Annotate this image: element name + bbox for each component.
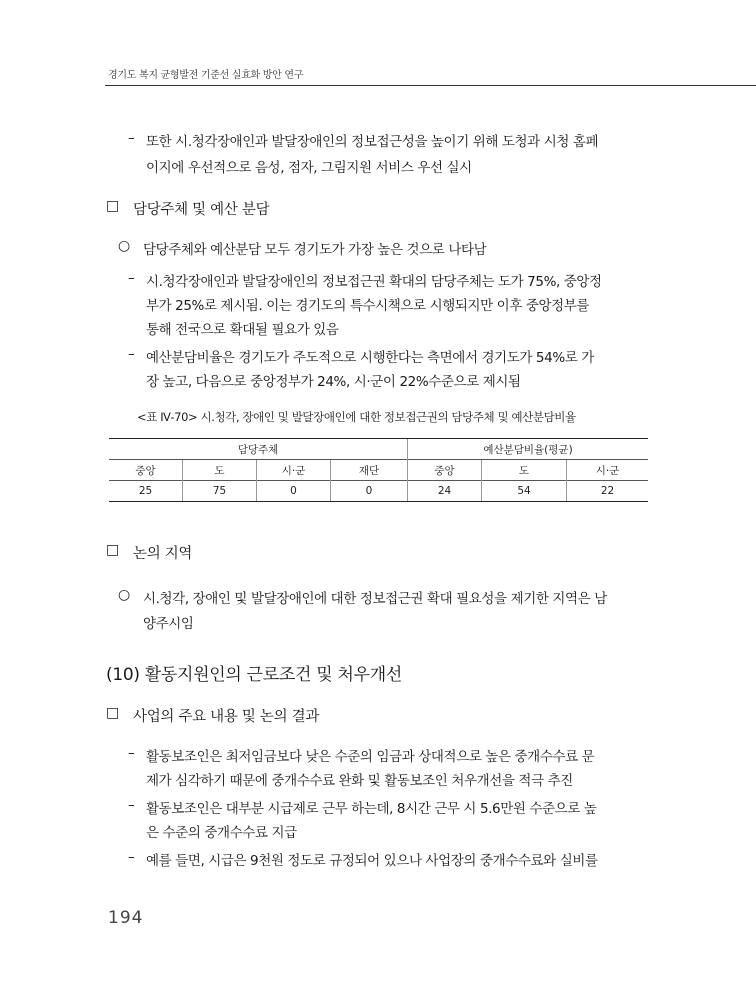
table-caption: <표 Ⅳ-70> 시.청각, 장애인 및 발달장애인에 대한 정보접근권의 담당주체 및 예산분담비율	[137, 410, 576, 424]
column-header: 도	[183, 460, 257, 481]
responsibility-item2-line-1: 예산분담비율은 경기도가 주도적으로 시행한다는 측면에서 경기도가 54%로 가	[146, 350, 594, 366]
section10-item2-line-2: 은 수준의 중개수수료 지급	[146, 825, 297, 841]
section-heading-region: 논의 지역	[133, 546, 193, 562]
circle-bullet-icon: ○	[118, 587, 131, 603]
table-cell: 24	[408, 481, 482, 502]
dash-marker: –	[128, 849, 135, 865]
dash-marker: –	[128, 797, 135, 813]
dash-marker: –	[128, 346, 135, 362]
table-group-header-row	[109, 439, 648, 460]
responsibility-item1-line-3: 통해 전국으로 확대될 필요가 있음	[146, 322, 339, 338]
group-header-responsibility: 담당주체	[109, 439, 408, 460]
table-cell: 0	[257, 481, 331, 502]
page-number: 194	[108, 908, 144, 928]
intro-line-2: 이지에 우선적으로 음성, 점자, 그림지원 서비스 우선 실시	[146, 160, 472, 176]
section10-item1-line-2: 제가 심각하기 때문에 중개수수료 완화 및 활동보조인 처우개선을 적극 추진	[146, 773, 573, 789]
intro-line-1: 또한 시.청각장애인과 발달장애인의 정보접근성을 높이기 위해 도청과 시청 홈페	[146, 134, 599, 150]
table-cell: 75	[183, 481, 257, 502]
column-header: 시·군	[567, 460, 649, 481]
column-header: 시·군	[257, 460, 331, 481]
responsibility-item2-line-2: 장 높고, 다음으로 중앙정부가 24%, 시·군이 22%수준으로 제시됨	[146, 374, 521, 390]
running-header: 경기도 복지 균형발전 기준선 실효화 방안 연구	[108, 70, 304, 81]
section-title-10: (10) 활동지원인의 근로조건 및 처우개선	[106, 665, 402, 685]
table-cell: 54	[482, 481, 567, 502]
table-cell: 22	[567, 481, 649, 502]
square-bullet-icon: □	[106, 542, 120, 558]
section10-item2-line-1: 활동보조인은 대부분 시급제로 근무 하는데, 8시간 근무 시 5.6만원 수준으로 높	[146, 801, 597, 817]
column-header: 도	[482, 460, 567, 481]
dash-marker: –	[128, 745, 135, 761]
section-heading-responsibility: 담당주체 및 예산 분담	[133, 202, 270, 218]
region-line-2: 양주시임	[143, 616, 194, 632]
responsibility-budget-table	[109, 438, 648, 502]
table-cell: 0	[331, 481, 408, 502]
table-row	[109, 481, 648, 502]
section10-item3-line-1: 예를 들면, 시급은 9천원 정도로 규정되어 있으나 사업장의 중개수수료와 실비를	[146, 853, 598, 869]
region-line-1: 시.청각, 장애인 및 발달장애인에 대한 정보접근권 확대 필요성을 제기한 지역은 남	[143, 591, 607, 607]
section-heading-main-results: 사업의 주요 내용 및 논의 결과	[133, 709, 320, 725]
dash-marker: –	[128, 270, 135, 286]
table-column-header-row	[109, 460, 648, 481]
table-cell: 25	[109, 481, 183, 502]
column-header: 재단	[331, 460, 408, 481]
square-bullet-icon: □	[106, 705, 120, 721]
responsibility-item1-line-1: 시.청각장애인과 발달장애인의 정보접근권 확대의 담당주체는 도가 75%, 중앙정	[146, 274, 602, 290]
dash-marker: –	[128, 130, 135, 146]
responsibility-summary: 담당주체와 예산분담 모두 경기도가 가장 높은 것으로 나타남	[143, 242, 487, 258]
circle-bullet-icon: ○	[118, 238, 131, 254]
section10-item1-line-1: 활동보조인은 최저임금보다 낮은 수준의 임금과 상대적으로 높은 중개수수료 문	[146, 749, 595, 765]
header-divider	[105, 85, 756, 86]
group-header-budget: 예산분담비율(평균)	[408, 439, 649, 460]
column-header: 중앙	[109, 460, 183, 481]
square-bullet-icon: □	[106, 198, 120, 214]
responsibility-item1-line-2: 부가 25%로 제시됨. 이는 경기도의 특수시책으로 시행되지만 이후 중앙정부를	[146, 298, 590, 314]
column-header: 중앙	[408, 460, 482, 481]
